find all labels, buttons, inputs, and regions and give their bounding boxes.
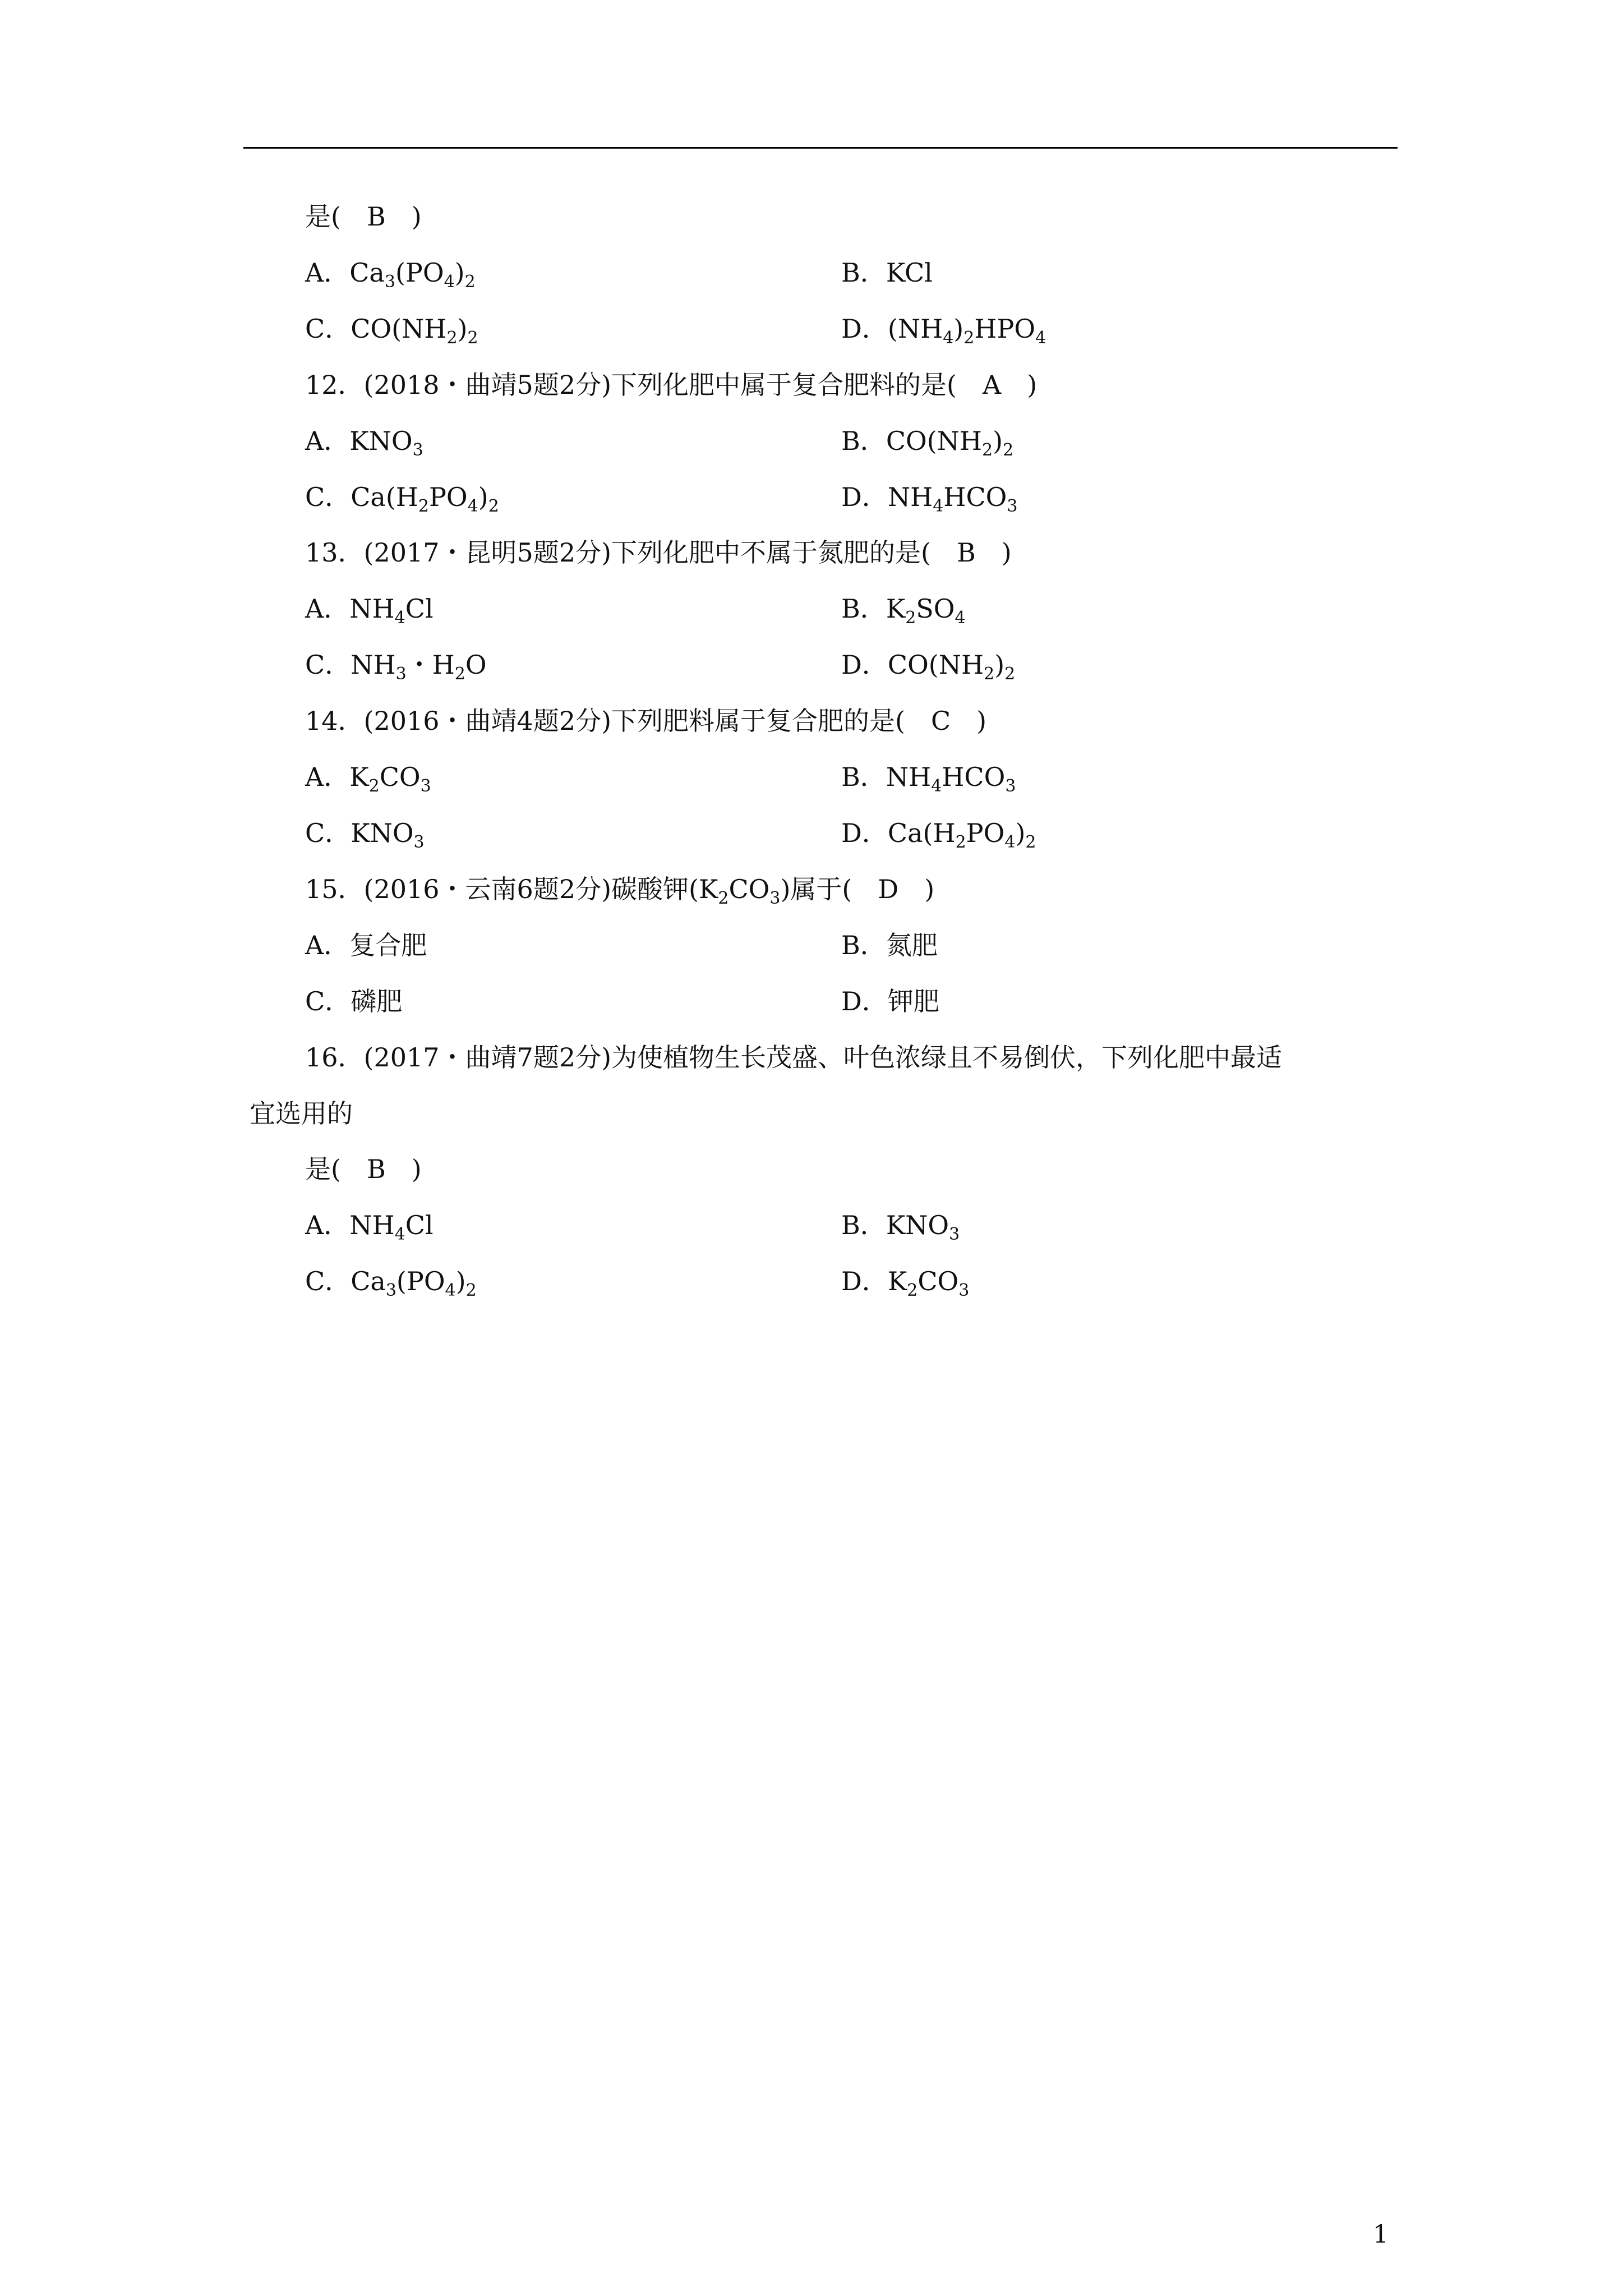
formula-segment: CO(NH	[886, 426, 983, 456]
formula-segment: Ca(H	[351, 482, 418, 512]
subscript: 3	[385, 1281, 396, 1300]
option-label: C．	[305, 1266, 351, 1296]
question-14-option-a	[305, 760, 431, 794]
option-label: D．	[841, 650, 888, 680]
question-14-option-b	[841, 760, 1016, 794]
subscript: 4	[933, 496, 944, 516]
formula-segment: ・H	[406, 650, 455, 680]
subscript: 4	[394, 608, 405, 628]
subscript: 4	[1004, 832, 1016, 852]
subscript: 2	[467, 328, 478, 348]
formula-text	[886, 762, 1016, 796]
option-label: C．	[305, 818, 351, 848]
subscript: 2	[454, 664, 465, 684]
option-label: A．	[305, 762, 350, 792]
option-label: D．	[841, 986, 888, 1016]
subscript: 2	[1004, 664, 1016, 684]
option-label: B．	[841, 930, 886, 960]
question-14-option-c	[305, 816, 425, 850]
subscript: 4	[931, 776, 942, 796]
question-15-option-b	[841, 928, 938, 962]
formula-segment: CO	[379, 762, 421, 792]
question-11-option-c	[305, 312, 478, 346]
formula-segment: (PO	[395, 257, 444, 288]
question-12-option-c	[305, 480, 499, 514]
subscript: 2	[984, 664, 995, 684]
question-15-option-c	[305, 984, 402, 1018]
subscript: 3	[1005, 776, 1016, 796]
formula-segment: PO	[428, 482, 468, 512]
page-number: 1	[1373, 2220, 1389, 2249]
formula-text	[886, 426, 1014, 460]
formula-segment: )	[993, 426, 1003, 456]
formula-segment: CO(NH	[887, 650, 984, 680]
formula-segment: (PO	[396, 1266, 445, 1296]
question-16-option-b	[841, 1208, 960, 1242]
formula-text	[888, 986, 939, 1016]
formula-text	[305, 874, 935, 908]
formula-segment: O	[465, 650, 487, 680]
option-label: C．	[305, 986, 351, 1016]
formula-segment: 氮肥	[886, 930, 938, 960]
formula-segment: KNO	[349, 426, 413, 456]
formula-segment: K	[886, 593, 906, 624]
subscript: 2	[465, 1281, 477, 1300]
formula-text	[886, 593, 966, 628]
question-16-stem: 16．(2017・曲靖7题2分)为使植物生长茂盛、叶色浓绿且不易倒伏，下列化肥中最适	[305, 1042, 1283, 1073]
subscript: 2	[368, 776, 380, 796]
option-label: D．	[841, 1266, 888, 1296]
formula-text	[349, 426, 423, 460]
subscript: 3	[958, 1281, 970, 1300]
formula-segment: 磷肥	[351, 986, 403, 1016]
formula-segment: NH	[351, 650, 396, 680]
formula-segment: CO	[728, 874, 770, 904]
question-16-stem-end: 是( B )	[305, 1154, 422, 1184]
formula-segment: Cl	[405, 593, 434, 624]
formula-text	[887, 650, 1016, 684]
formula-segment: Ca	[349, 257, 385, 288]
formula-text	[349, 762, 431, 796]
formula-text	[886, 257, 933, 288]
formula-segment: KNO	[886, 1210, 949, 1240]
question-13-stem: 13．(2017・昆明5题2分)下列化肥中不属于氮肥的是( B )	[305, 537, 1012, 568]
formula-text	[351, 986, 402, 1016]
question-16-option-c	[305, 1264, 477, 1298]
formula-text	[351, 818, 425, 852]
subscript: 3	[413, 832, 425, 852]
option-label: A．	[305, 426, 350, 456]
question-11-stem-end: 是( B )	[305, 201, 422, 232]
header-rule	[243, 147, 1398, 149]
question-12-option-a	[305, 424, 423, 458]
question-14-option-d	[841, 816, 1036, 850]
option-label: B．	[841, 1210, 886, 1240]
subscript: 3	[949, 1225, 960, 1244]
formula-text	[351, 482, 499, 516]
question-15-stem	[305, 872, 934, 906]
option-label: C．	[305, 482, 351, 512]
option-label: D．	[841, 314, 888, 344]
formula-segment: Ca(H	[887, 818, 956, 848]
formula-segment: )	[455, 1266, 466, 1296]
formula-text	[887, 1266, 970, 1300]
subscript: 4	[943, 328, 954, 348]
subscript: 2	[955, 832, 966, 852]
formula-text	[351, 650, 487, 684]
formula-segment: )	[457, 314, 468, 344]
question-14-stem: 14．(2016・曲靖4题2分)下列肥料属于复合肥的是( C )	[305, 706, 987, 736]
question-12-option-b	[841, 424, 1013, 458]
question-13-option-a	[305, 592, 434, 628]
option-label: C．	[305, 314, 351, 344]
formula-text	[886, 930, 938, 960]
question-12-option-d	[841, 480, 1017, 514]
formula-segment: 复合肥	[349, 930, 427, 960]
formula-segment: SO	[916, 593, 955, 624]
subscript: 2	[1025, 832, 1036, 852]
subscript: 4	[467, 496, 478, 516]
formula-segment: 15．(2016・云南6题2分)碳酸钾(K	[305, 874, 718, 904]
subscript: 3	[412, 440, 423, 460]
option-label: B．	[841, 257, 886, 288]
subscript: 4	[394, 1225, 405, 1244]
subscript: 2	[1003, 440, 1014, 460]
formula-segment: )	[953, 314, 964, 344]
formula-segment: PO	[966, 818, 1005, 848]
formula-segment: )	[994, 650, 1005, 680]
subscript: 3	[1007, 496, 1018, 516]
subscript: 3	[769, 889, 781, 908]
formula-segment: 钾肥	[887, 986, 939, 1016]
option-label: D．	[841, 482, 888, 512]
question-13-option-b	[841, 592, 966, 628]
subscript: 2	[718, 889, 729, 908]
question-11-option-a	[305, 256, 476, 292]
question-15-option-a	[305, 928, 427, 962]
option-label: A．	[305, 257, 350, 288]
subscript: 2	[982, 440, 993, 460]
question-16-option-d	[841, 1264, 969, 1298]
formula-text	[887, 314, 1046, 348]
formula-text	[349, 1210, 434, 1244]
subscript: 3	[395, 664, 407, 684]
formula-segment: CO(NH	[351, 314, 447, 344]
question-15-option-d	[841, 984, 939, 1018]
formula-text	[351, 314, 478, 348]
subscript: 2	[963, 328, 975, 348]
formula-segment: HCO	[942, 762, 1006, 792]
formula-text	[349, 257, 476, 292]
formula-segment: )属于( D )	[780, 874, 935, 904]
option-label: B．	[841, 762, 886, 792]
formula-text	[887, 482, 1018, 516]
formula-segment: KNO	[351, 818, 414, 848]
question-13-option-d	[841, 648, 1015, 682]
formula-segment: NH	[349, 593, 395, 624]
formula-segment: NH	[886, 762, 932, 792]
question-16-stem-continued: 宜选用的	[250, 1098, 353, 1129]
subscript: 2	[488, 496, 499, 516]
option-label: D．	[841, 818, 888, 848]
formula-segment: Ca	[351, 1266, 386, 1296]
question-16-option-a	[305, 1208, 434, 1242]
subscript: 2	[464, 272, 476, 292]
formula-segment: )	[1015, 818, 1026, 848]
option-label: B．	[841, 593, 886, 624]
subscript: 3	[384, 272, 395, 292]
subscript: 4	[445, 1281, 456, 1300]
option-label: A．	[305, 1210, 350, 1240]
option-label: B．	[841, 426, 886, 456]
formula-segment: Cl	[405, 1210, 434, 1240]
subscript: 2	[907, 1281, 918, 1300]
subscript: 4	[1035, 328, 1046, 348]
formula-segment: K	[887, 1266, 907, 1296]
subscript: 2	[446, 328, 458, 348]
formula-text	[886, 1210, 960, 1244]
subscript: 4	[444, 272, 455, 292]
question-11-option-d	[841, 312, 1046, 346]
formula-text	[349, 593, 434, 628]
formula-text	[887, 818, 1036, 852]
formula-segment: HPO	[974, 314, 1036, 344]
option-label: A．	[305, 930, 350, 960]
subscript: 2	[905, 608, 916, 628]
option-label: A．	[305, 593, 350, 624]
formula-segment: (NH	[887, 314, 943, 344]
formula-segment: HCO	[943, 482, 1007, 512]
subscript: 3	[420, 776, 431, 796]
subscript: 2	[418, 496, 429, 516]
formula-segment: )	[454, 257, 465, 288]
formula-segment: KCl	[886, 257, 933, 288]
formula-segment: NH	[349, 1210, 395, 1240]
formula-segment: K	[349, 762, 369, 792]
question-13-option-c	[305, 648, 487, 682]
formula-segment: NH	[887, 482, 933, 512]
formula-segment: CO	[917, 1266, 959, 1296]
formula-segment: )	[478, 482, 488, 512]
formula-text	[351, 1266, 477, 1300]
question-11-option-b	[841, 256, 933, 289]
option-label: C．	[305, 650, 351, 680]
formula-text	[349, 930, 427, 960]
subscript: 4	[955, 608, 966, 628]
question-12-stem: 12．(2018・曲靖5题2分)下列化肥中属于复合肥料的是( A )	[305, 370, 1038, 400]
